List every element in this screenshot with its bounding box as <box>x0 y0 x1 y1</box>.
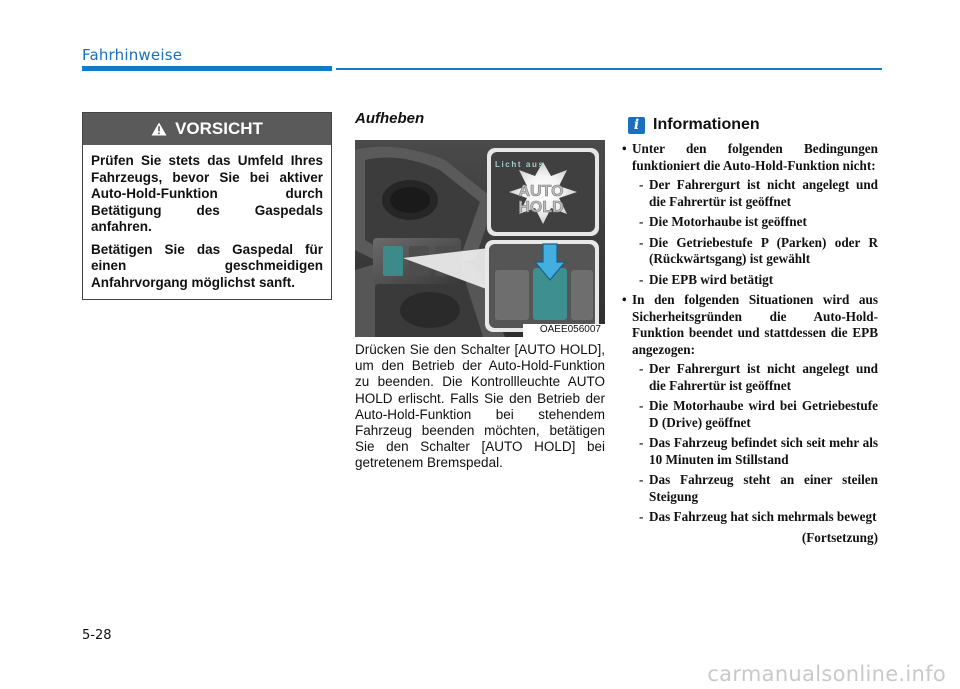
caution-header <box>83 113 331 145</box>
caution-box <box>82 112 332 300</box>
info-title: Informationen <box>653 116 760 133</box>
info-list <box>620 141 878 546</box>
section-body: Drücken Sie den Schalter [AUTO HOLD], um den Betrieb der Auto-Hold-Funktion zu beenden. Die Kontrollleuchte AUTO HOLD erlischt. Falls Sie den Betrieb der Auto-Hold-Funktion bei stehendem Fahrzeug beenden möchten, betätigen Sie den Schalter [AUTO HOLD] bei getretenem Bremspedal. <box>355 342 605 471</box>
caution-paragraph: Betätigen Sie das Gaspedal für einen geschmeidigen Anfahrvorgang möglichst sanft. <box>91 241 323 290</box>
indicator-auto-label: AUTO <box>518 183 564 200</box>
caution-paragraph: Prüfen Sie stets das Umfeld Ihres Fahrzeugs, bevor Sie bei aktiver Auto-Hold-Funktion durch Betätigung des Gaspedals anfahren. <box>91 153 323 234</box>
caution-label: VORSICHT <box>175 119 263 138</box>
watermark: carmanualsonline.info <box>707 662 946 686</box>
info-subitem: - Der Fahrergurt ist nicht angelegt und die Fahrertür ist geöffnet <box>620 177 878 210</box>
header-rule-thin <box>336 68 882 70</box>
figure-code: OAEE056007 <box>539 324 601 335</box>
info-subitem: - Die Motorhaube ist geöffnet <box>620 214 878 231</box>
center-console-illustration <box>355 140 605 337</box>
info-sublist <box>620 361 878 526</box>
section-heading: Aufheben <box>355 110 425 127</box>
info-header <box>628 116 760 134</box>
info-bullet: • Unter den folgenden Bedingungen funktioniert die Auto-Hold-Funktion nicht: <box>620 141 878 174</box>
auto-hold-figure <box>355 140 605 337</box>
header-rule-thick <box>82 66 332 71</box>
info-subitem: - Das Fahrzeug hat sich mehrmals bewegt <box>620 509 878 526</box>
info-subitem: - Die EPB wird betätigt <box>620 272 878 289</box>
caution-body <box>83 145 331 291</box>
info-subitem: - Das Fahrzeug befindet sich seit mehr als 10 Minuten im Stillstand <box>620 435 878 468</box>
info-icon: i <box>628 117 645 134</box>
indicator-light-off-label: Licht aus <box>495 160 545 169</box>
info-subitem: - Die Getriebestufe P (Parken) oder R (Rückwärtsgang) ist gewählt <box>620 235 878 268</box>
info-subitem: - Die Motorhaube wird bei Getriebestufe D (Drive) geöffnet <box>620 398 878 431</box>
info-sublist <box>620 177 878 288</box>
continued-note: (Fortsetzung) <box>801 529 878 545</box>
info-bullet: • In den folgenden Situationen wird aus Sicherheitsgründen die Auto-Hold-Funktion beendet und stattdessen die EPB angezogen: <box>620 292 878 358</box>
header-title: Fahrhinweise <box>82 46 183 64</box>
info-subitem: - Das Fahrzeug steht an einer steilen Steigung <box>620 472 878 505</box>
page-number: 5-28 <box>82 628 112 643</box>
warning-triangle-icon <box>151 122 167 136</box>
indicator-hold-label: HOLD <box>518 199 564 216</box>
info-subitem: - Der Fahrergurt ist nicht angelegt und die Fahrertür ist geöffnet <box>620 361 878 394</box>
